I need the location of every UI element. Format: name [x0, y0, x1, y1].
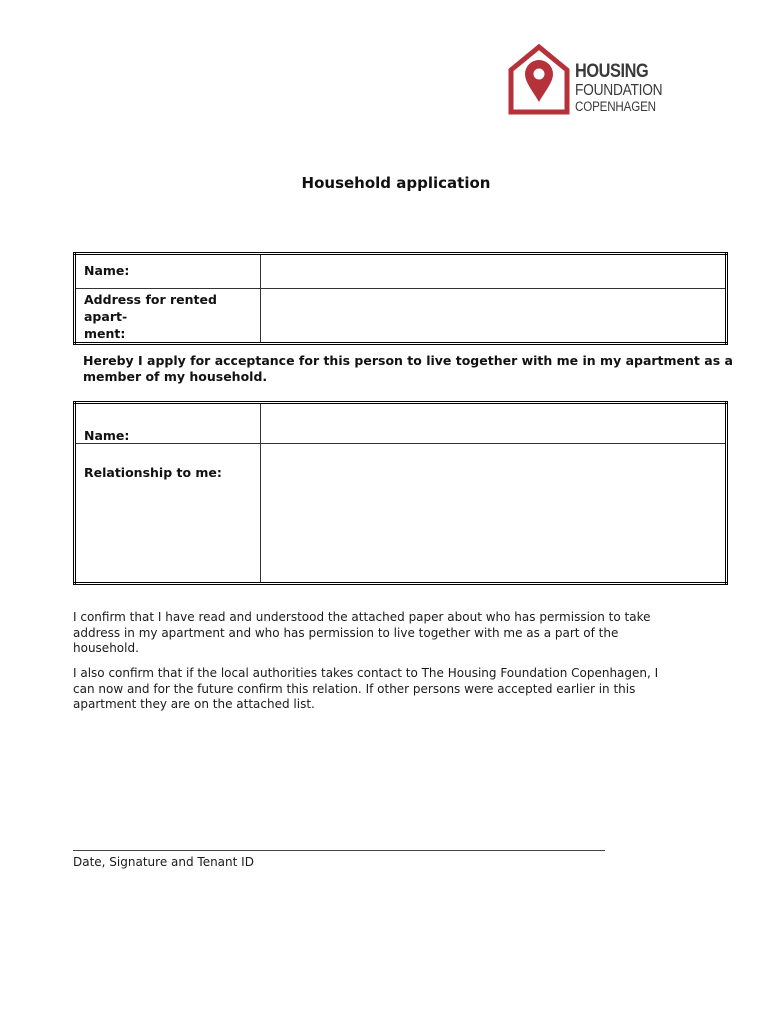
table-row [75, 403, 727, 444]
applicant-table [73, 252, 728, 345]
logo-line-housing: HOUSING [575, 61, 649, 82]
relationship-input-cell[interactable] [261, 444, 727, 584]
logo-line-copenhagen: COPENHAGEN [575, 99, 656, 114]
logo-line-foundation: FOUNDATION [575, 82, 663, 99]
member-name-label: Name: [75, 403, 261, 444]
table-row [75, 254, 727, 289]
confirm-paragraph-2: I also confirm that if the local authorities takes contact to The Housing Foundation Copenhagen, I can now and for the future confirm this relation. If other persons were accepted earlier in this apartment they are on the attached list. [73, 666, 659, 711]
name-input-cell[interactable] [261, 254, 727, 289]
table-row [75, 289, 727, 344]
table-row [75, 444, 727, 584]
name-label: Name: [75, 254, 261, 289]
house-location-pin-icon [507, 42, 571, 116]
confirm-paragraph-1: I confirm that I have read and understood the attached paper about who has permission to take address in my apartment and who has permission to live together with me as a part of the household. [73, 610, 651, 655]
signature-line[interactable] [73, 850, 605, 851]
page-title: Household application [301, 174, 491, 192]
housing-foundation-logo [507, 42, 667, 116]
member-table [73, 401, 728, 585]
member-name-input-cell[interactable] [261, 403, 727, 444]
signature-label: Date, Signature and Tenant ID [73, 855, 254, 869]
address-label: Address for rented apart- ment: [75, 289, 261, 344]
apply-statement: Hereby I apply for acceptance for this person to live together with me in my apartment as a member of my household. [83, 353, 733, 384]
address-input-cell[interactable] [261, 289, 727, 344]
relationship-label: Relationship to me: [75, 444, 261, 584]
